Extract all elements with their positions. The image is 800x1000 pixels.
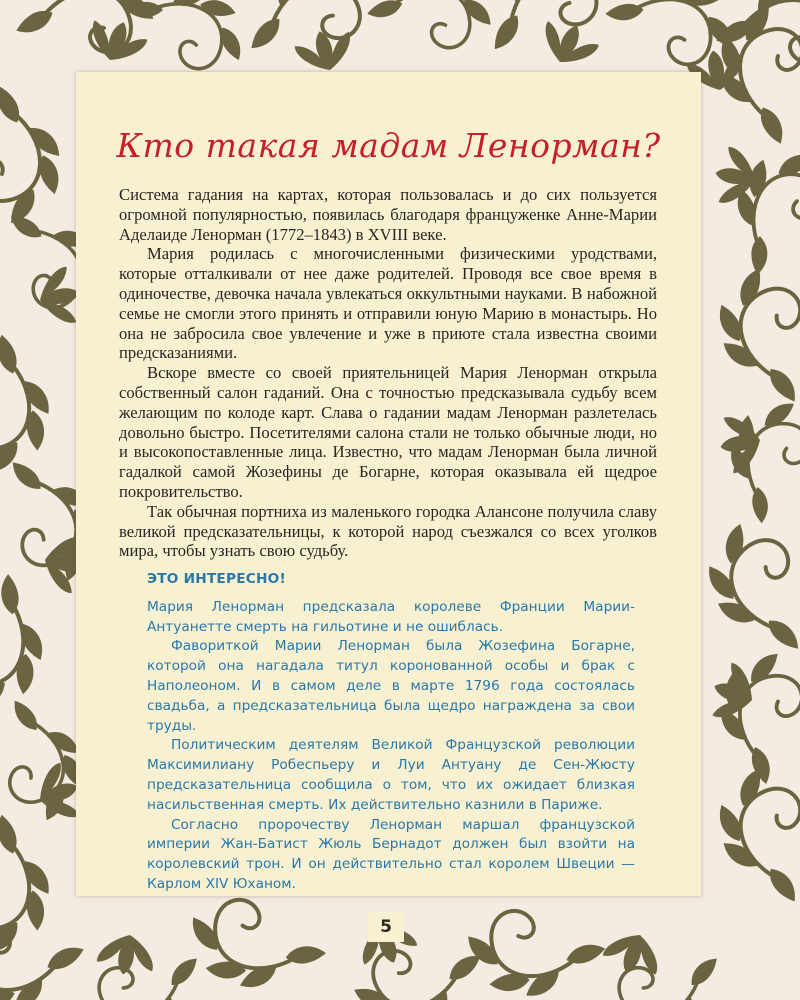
main-text <box>119 185 657 561</box>
paragraph: Мария родилась с многочисленными физическими уродствами, которые отталкивали от нее даже родителей. Проводя все свое время в одиночестве, девочка начала увлекаться оккультными науками. В набожной семье не смогли этого принять и отправили юную Марию в монастырь. Но она не забросила свое увлечение и уже в приюте стала известна своими предсказаниями. <box>119 244 657 363</box>
paragraph: Вскоре вместе со своей приятельницей Мария Ленорман открыла собственный салон гаданий. Она с точностью предсказывала судьбу всем желающим по колоде карт. Слава о гадании мадам Ленорман разлетелась довольно быстро. Посетителями салона стали не только обычные люди, но и высокопоставленные лица. Известно, что мадам Ленорман была личной гадалкой самой Жозефины де Богарне, которая оказывала ей щедрое покровительство. <box>119 363 657 501</box>
paragraph: Так обычная портниха из маленького городка Алансоне получила славу великой предсказательницы, к которой народ съезжался со всех уголков мира, чтобы узнать свою судьбу. <box>119 501 657 561</box>
content-panel <box>76 72 701 896</box>
note-heading: ЭТО ИНТЕРЕСНО! <box>147 571 286 587</box>
paragraph: Система гадания на картах, которая пользовалась и до сих пользуется огромной популярностью, появилась благодаря француженке Анне-Марии Аделаиде Ленорман (1772–1843) в XVIII веке. <box>119 185 657 244</box>
note-paragraph: Согласно пророчеству Ленорман маршал французской империи Жан-Батист Жюль Бернадот должен был взойти на королевский трон. И он действительно стал королем Швеции — Карлом XIV Юханом. <box>147 816 635 892</box>
note-paragraph: Фавориткой Марии Ленорман была Жозефина Богарне, которой она нагадала титул коронованной особы и брак с Наполеоном. И в самом деле в марте 1796 года состоялась свадьба, а предсказательница была щедро награждена за свои труды. <box>147 638 635 734</box>
note-paragraph: Мария Ленорман предсказала королеве Франции Марии-Антуанетте смерть на гильотине и не ошиблась. <box>147 598 635 635</box>
page-title: Кто такая мадам Ленорман? <box>116 126 661 165</box>
note-paragraph: Политическим деятелям Великой Французской революции Максимилиану Робеспьеру и Луи Антуану де Сен-Жюсту предсказательница сообщила о том, что их ожидает близкая насильственная смерть. Их действительно казнили в Париже. <box>147 737 635 813</box>
interesting-fact-box <box>147 570 635 895</box>
page-number: 5 <box>368 912 404 942</box>
